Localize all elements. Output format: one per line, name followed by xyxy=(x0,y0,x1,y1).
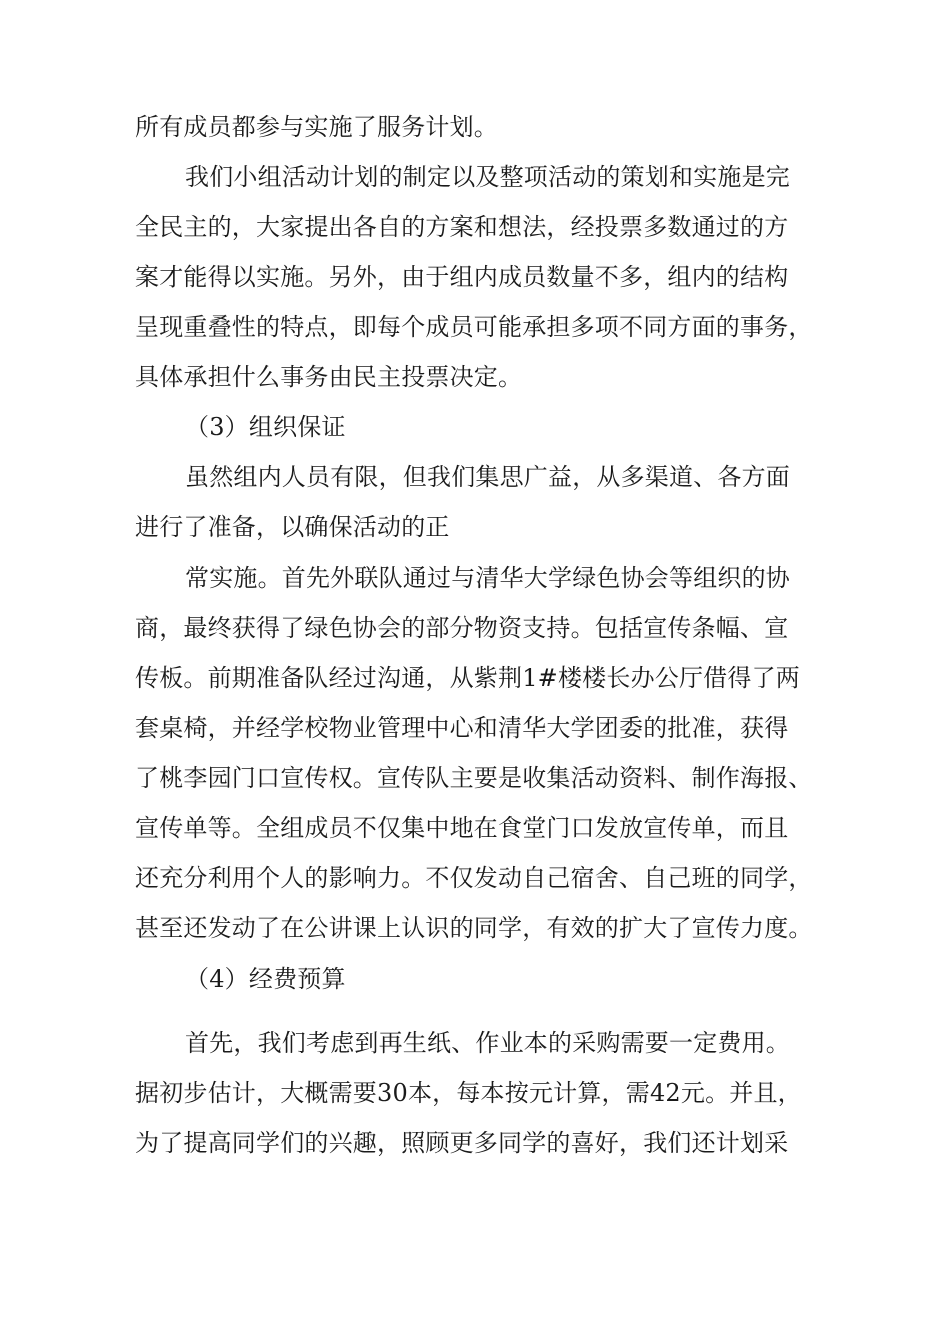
paragraph-line-21: 为了提高同学们的兴趣，照顾更多同学的喜好，我们还计划采 xyxy=(135,1129,789,1157)
paragraph-line-11: 商，最终获得了绿色协会的部分物资支持。包括宣传条幅、宣 xyxy=(135,614,789,642)
paragraph-line-19: 首先，我们考虑到再生纸、作业本的采购需要一定费用。 xyxy=(185,1029,790,1057)
paragraph-line-1: 所有成员都参与实施了服务计划。 xyxy=(135,113,498,141)
section-heading-4: （4）经费预算 xyxy=(185,965,346,993)
paragraph-line-9: 进行了准备，以确保活动的正 xyxy=(135,513,450,541)
paragraph-line-15: 宣传单等。全组成员不仅集中地在食堂门口发放宣传单，而且 xyxy=(135,814,789,842)
paragraph-line-20: 据初步估计，大概需要30本，每本按元计算，需42元。并且， xyxy=(135,1079,802,1107)
paragraph-line-10: 常实施。首先外联队通过与清华大学绿色协会等组织的协 xyxy=(185,564,790,592)
section-heading-3: （3）组织保证 xyxy=(185,413,346,441)
paragraph-line-2: 我们小组活动计划的制定以及整项活动的策划和实施是完 xyxy=(185,163,790,191)
paragraph-line-16: 还充分利用个人的影响力。不仅发动自己宿舍、自己班的同学， xyxy=(135,864,813,892)
paragraph-line-13: 套桌椅，并经学校物业管理中心和清华大学团委的批准，获得 xyxy=(135,714,789,742)
paragraph-line-3: 全民主的，大家提出各自的方案和想法，经投票多数通过的方 xyxy=(135,213,789,241)
paragraph-line-6: 具体承担什么事务由民主投票决定。 xyxy=(135,363,523,391)
paragraph-line-4: 案才能得以实施。另外，由于组内成员数量不多，组内的结构 xyxy=(135,263,789,291)
paragraph-line-12: 传板。前期准备队经过沟通，从紫荆1#楼楼长办公厅借得了两 xyxy=(135,664,800,692)
paragraph-line-5: 呈现重叠性的特点，即每个成员可能承担多项不同方面的事务， xyxy=(135,313,813,341)
paragraph-line-14: 了桃李园门口宣传权。宣传队主要是收集活动资料、制作海报、 xyxy=(135,764,813,792)
paragraph-line-17: 甚至还发动了在公讲课上认识的同学，有效的扩大了宣传力度。 xyxy=(135,914,813,942)
paragraph-line-8: 虽然组内人员有限，但我们集思广益，从多渠道、各方面 xyxy=(185,463,790,491)
